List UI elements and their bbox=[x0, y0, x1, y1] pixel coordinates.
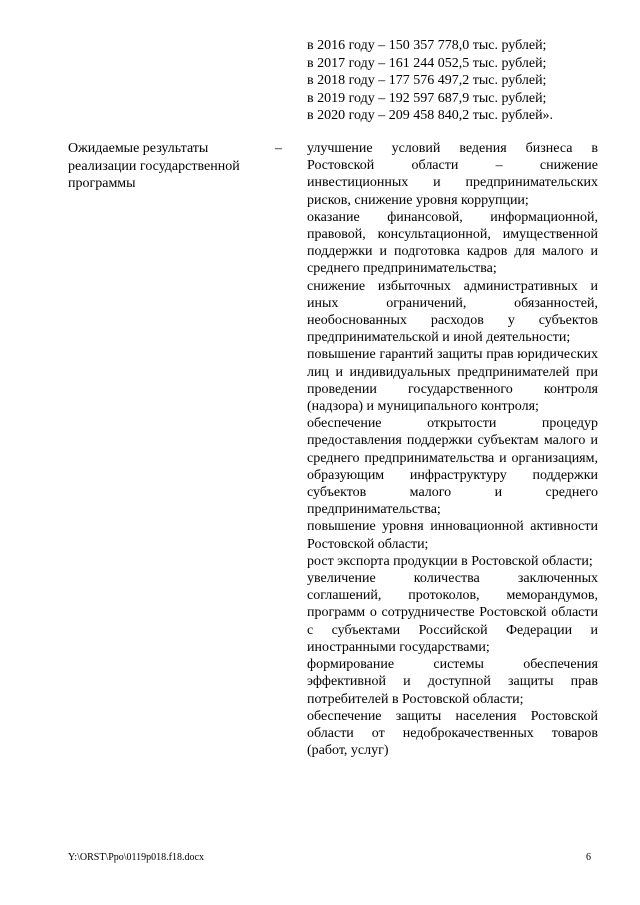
funding-line-2020: в 2020 году – 209 458 840,2 тыс. рублей». bbox=[307, 108, 554, 123]
result-item: снижение избыточных административных и иных ограничений, обязанностей, необоснованных расходов у субъектов предпринимательской и иной деятельности; bbox=[307, 278, 598, 346]
result-item: оказание финансовой, информационной, правовой, консультационной, имущественной поддержки и подготовка кадров для малого и среднего предпринимательства; bbox=[307, 209, 598, 277]
result-item: рост экспорта продукции в Ростовской области; bbox=[307, 553, 593, 569]
footer-file-path: Y:\ORST\Ppo\0119p018.f18.docx bbox=[68, 852, 204, 863]
result-item: улучшение условий ведения бизнеса в Ростовской области – снижение инвестиционных и предпринимательских рисков, снижение уровня коррупции; bbox=[307, 141, 598, 208]
result-item: формирование системы обеспечения эффективной и доступной защиты прав потребителей в Ростовской области; bbox=[307, 657, 598, 707]
results-list bbox=[307, 140, 598, 759]
result-item: увеличение количества заключенных соглашений, протоколов, меморандумов, программ о сотрудничестве Ростовской области с субъектами Российской Федерации и иностранными государствами; bbox=[307, 571, 598, 655]
result-item: повышение уровня инновационной активности Ростовской области; bbox=[307, 519, 598, 552]
section-label: Ожидаемые результаты реализации государственной программы bbox=[68, 141, 240, 191]
result-item: обеспечение открытости процедур предоставления поддержки субъектам малого и среднего предпринимательства и организациям, образующим инфраструктуру поддержки субъектов малого и среднего предпринимательства; bbox=[307, 416, 598, 518]
result-item: обеспечение защиты населения Ростовской области от недоброкачественных товаров (работ, услуг) bbox=[307, 708, 598, 759]
funding-line-2017: в 2017 году – 161 244 052,5 тыс. рублей; bbox=[307, 55, 547, 71]
funding-line-2019: в 2019 году – 192 597 687,9 тыс. рублей; bbox=[307, 90, 547, 106]
section-dash: – bbox=[275, 141, 282, 156]
page-number: 6 bbox=[586, 852, 591, 863]
funding-by-year bbox=[307, 37, 597, 125]
result-item: повышение гарантий защиты прав юридических лиц и индивидуальных предпринимателей при проведении государственного контроля (надзора) и муниципального контроля; bbox=[307, 347, 598, 415]
funding-line-2016: в 2016 году – 150 357 778,0 тыс. рублей; bbox=[307, 38, 547, 53]
funding-line-2018: в 2018 году – 177 576 497,2 тыс. рублей; bbox=[307, 73, 547, 88]
